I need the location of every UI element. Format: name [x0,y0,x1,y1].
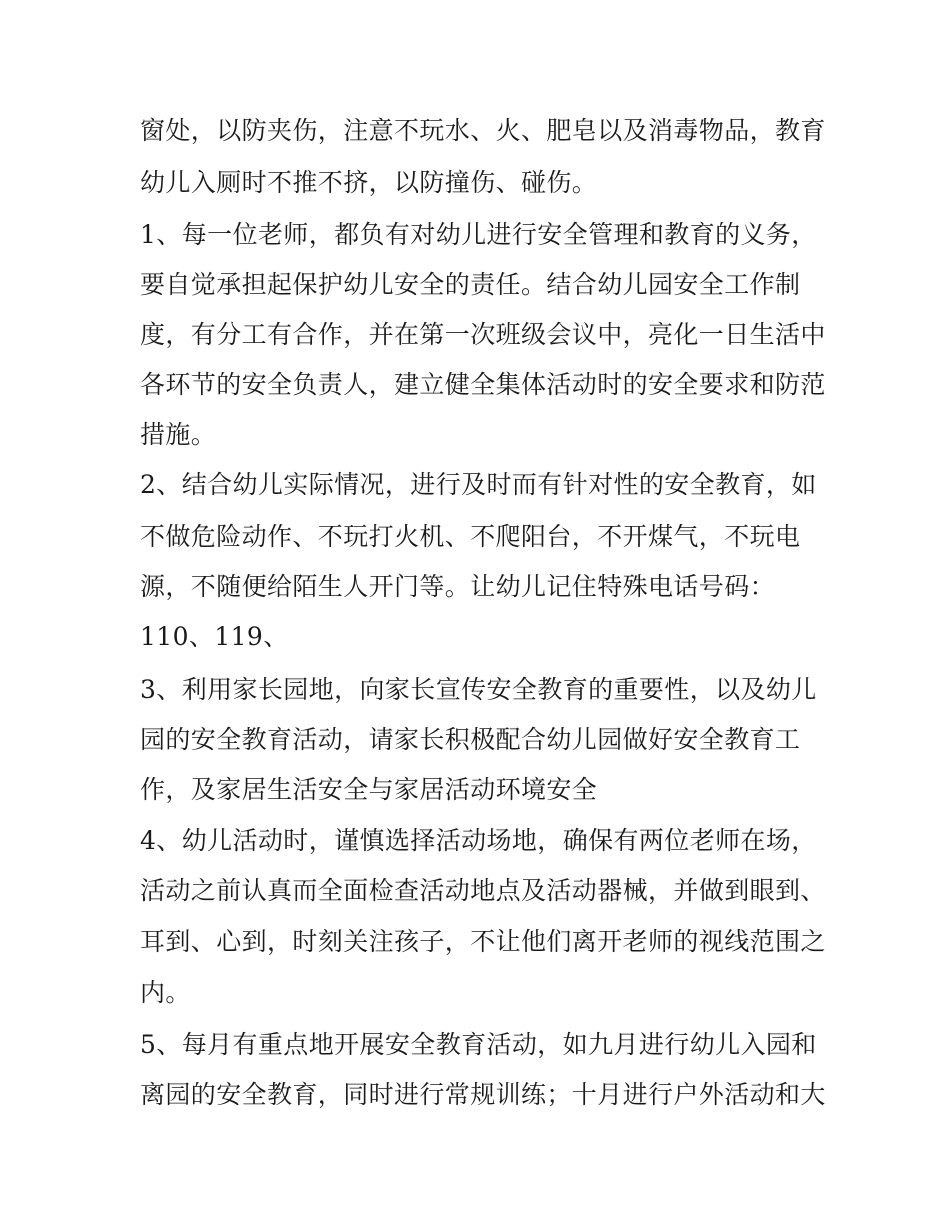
text-line: 内。 [140,978,191,1007]
text-line: 离园的安全教育，同时进行常规训练；十月进行户外活动和大 [140,1080,826,1109]
text-line: 5、每月有重点地开展安全教育活动，如九月进行幼儿入园和 [140,1030,817,1059]
text-line: 3、利用家长园地，向家长宣传安全教育的重要性，以及幼儿 [140,675,817,704]
text-line: 幼儿入厕时不推不挤，以防撞伤、碰伤。 [140,168,598,197]
text-line: 活动之前认真而全面检查活动地点及活动器械，并做到眼到、 [140,876,826,905]
text-line: 1、每一位老师，都负有对幼儿进行安全管理和教育的义务， [140,220,817,249]
text-line: 措施。 [140,420,217,449]
text-line: 窗处，以防夹伤，注意不玩水、火、肥皂以及消毒物品，教育 [140,116,826,145]
text-line: 2、结合幼儿实际情况，进行及时而有针对性的安全教育，如 [140,470,817,499]
text-line: 耳到、心到，时刻关注孩子，不让他们离开老师的视线范围之 [140,927,826,956]
text-line: 要自觉承担起保护幼儿安全的责任。结合幼儿园安全工作制 [140,270,801,299]
text-line: 源，不随便给陌生人开门等。让幼儿记住特殊电话号码： [140,572,776,601]
text-line: 度，有分工有合作，并在第一次班级会议中，亮化一日生活中 [140,320,826,349]
text-line: 110、119、 [140,622,289,651]
text-line: 作，及家居生活安全与家居活动环境安全 [140,775,598,804]
text-line: 各环节的安全负责人，建立健全集体活动时的安全要求和防范 [140,370,826,399]
text-line: 园的安全教育活动，请家长积极配合幼儿园做好安全教育工 [140,725,801,754]
text-line: 4、幼儿活动时，谨慎选择活动场地，确保有两位老师在场， [140,826,817,855]
text-line: 不做危险动作、不玩打火机、不爬阳台，不开煤气，不玩电 [140,522,801,551]
